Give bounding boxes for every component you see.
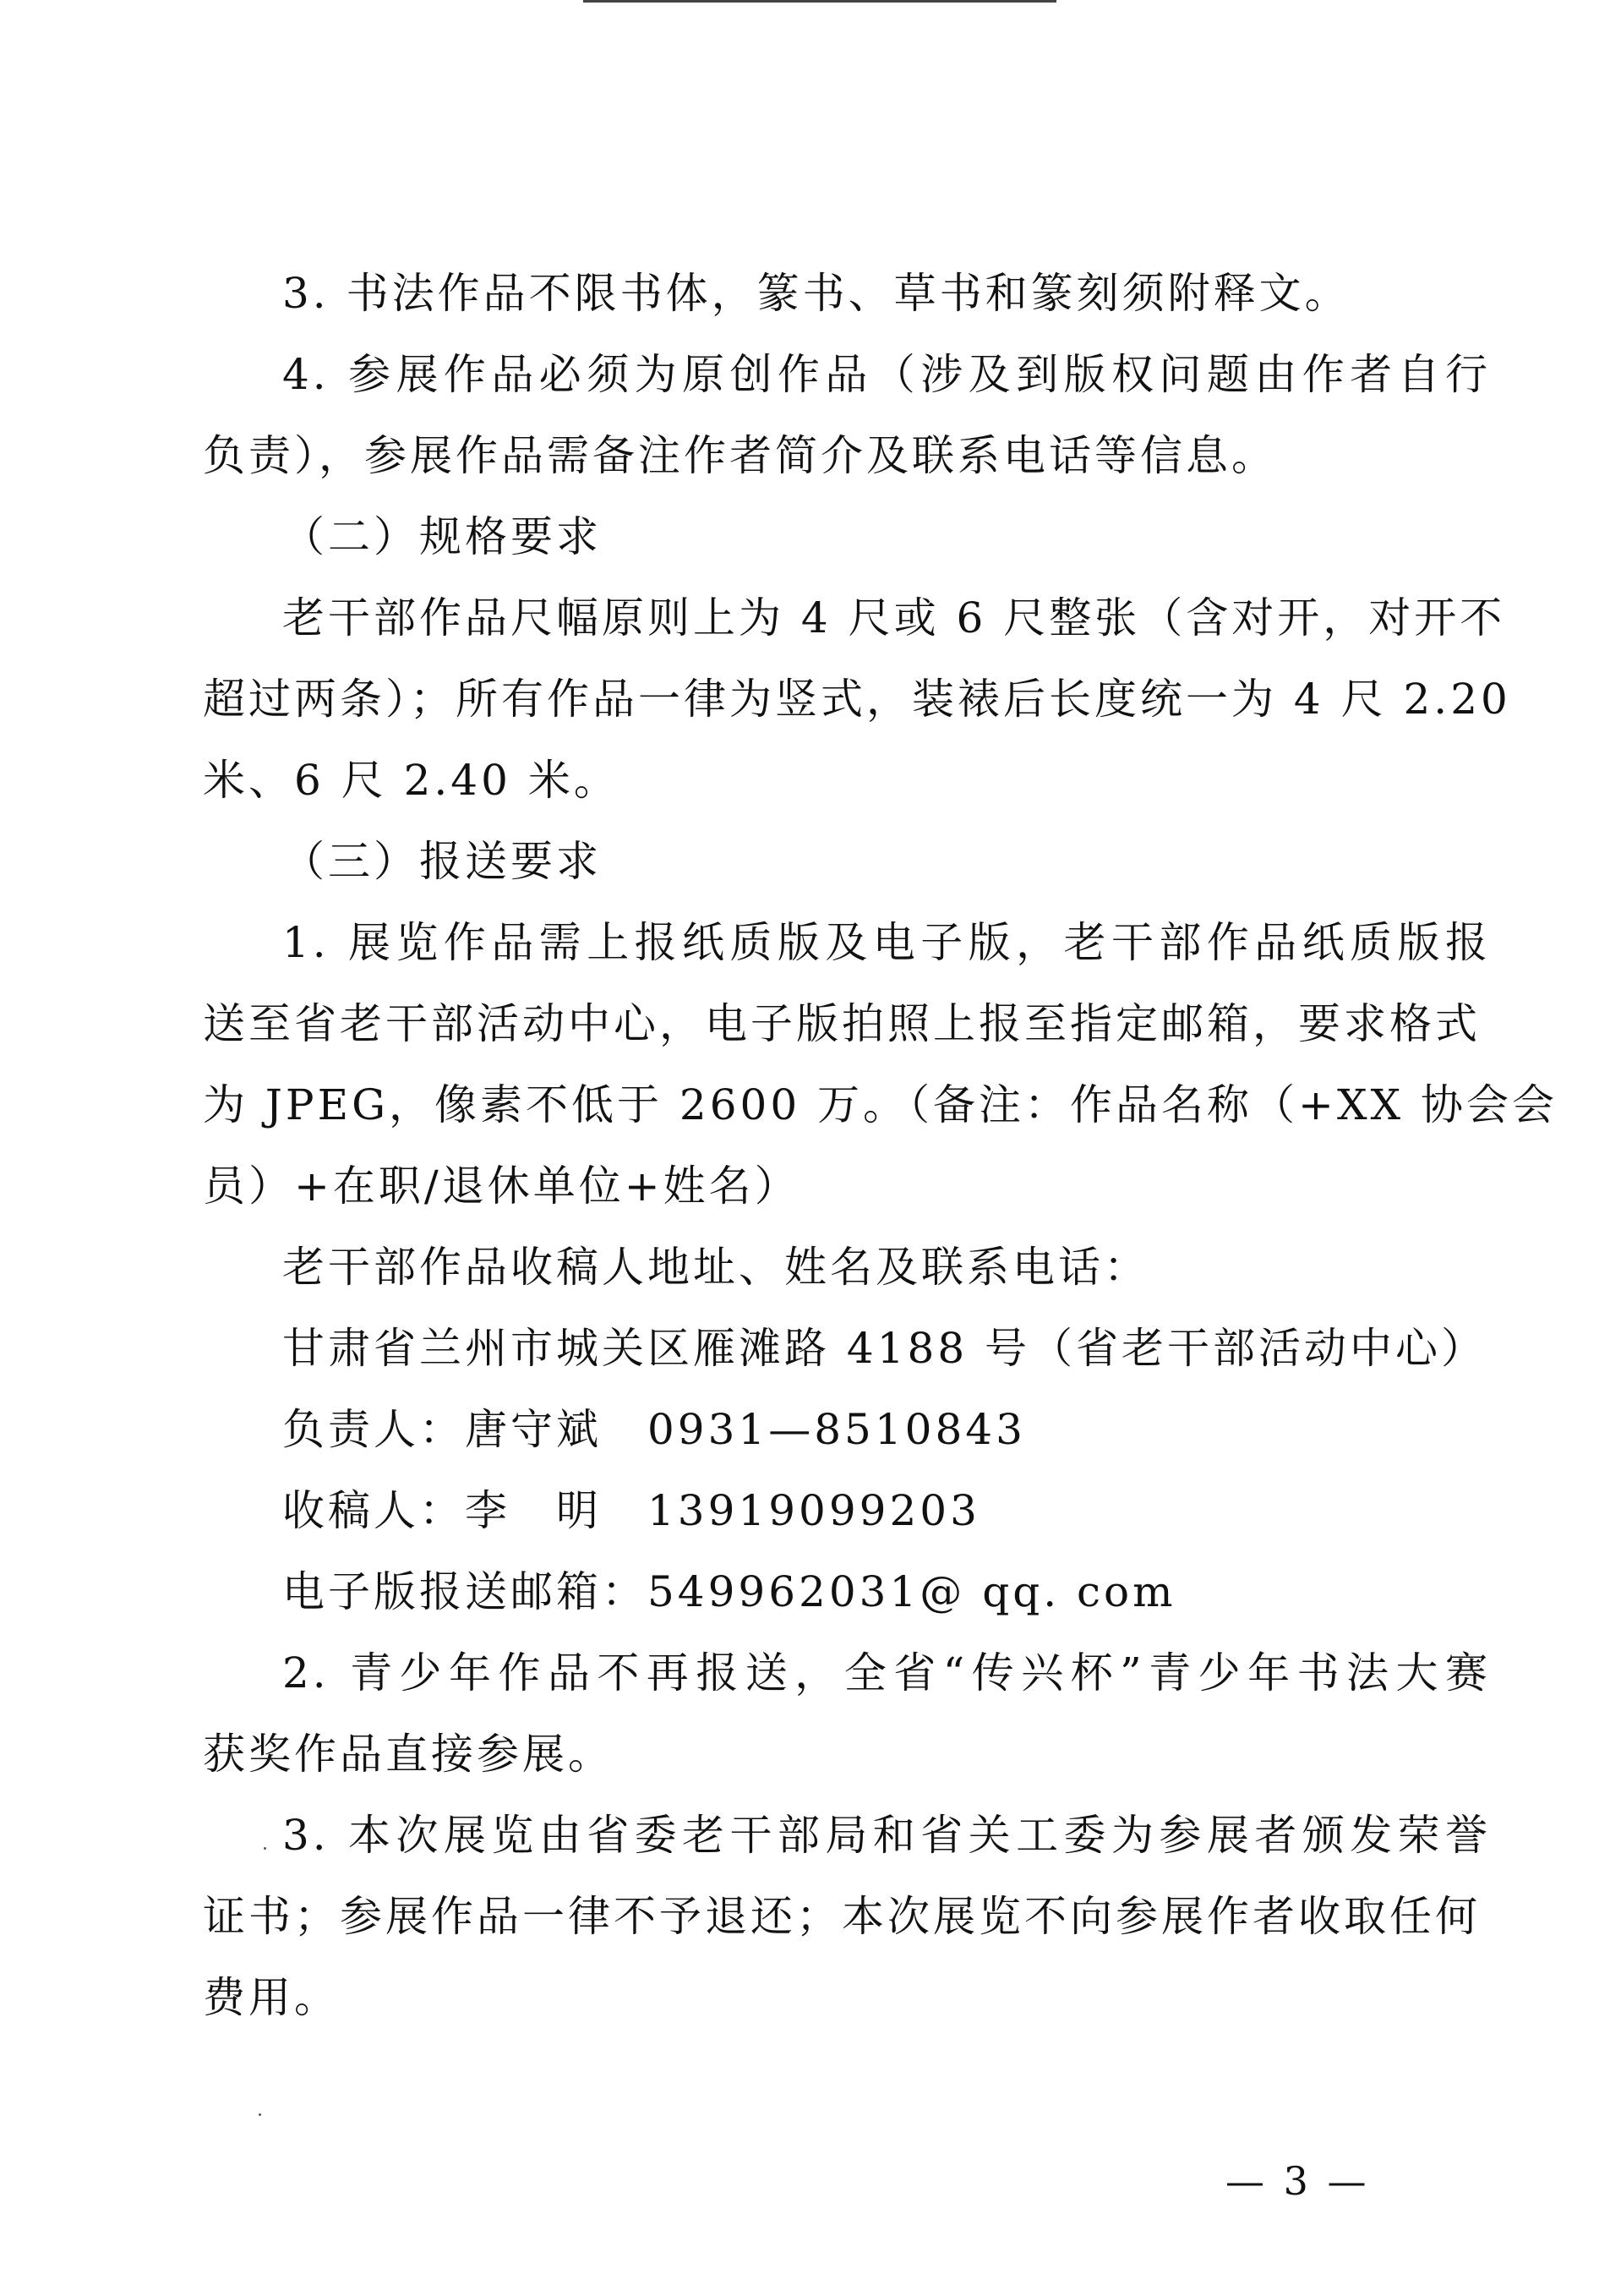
section-heading-submission: （三）报送要求 — [282, 837, 602, 886]
scan-speck — [259, 2113, 261, 2116]
paragraph-line: 老干部作品尺幅原则上为 4 尺或 6 尺整张（含对开，对开不 — [282, 593, 1506, 642]
section-heading-specs: （二）规格要求 — [282, 512, 602, 561]
paragraph-line: 送至省老干部活动中心，电子版拍照上报至指定邮箱，要求格式 — [203, 999, 1481, 1048]
paragraph-line: 费用。 — [203, 1973, 340, 2022]
paragraph-line: 获奖作品直接参展。 — [203, 1730, 614, 1779]
paragraph-line: 证书；参展作品一律不予退还；本次展览不向参展作者收取任何 — [203, 1892, 1481, 1941]
paragraph-line: 4. 参展作品必须为原创作品（涉及到版权问题由作者自行 — [282, 350, 1491, 399]
top-scan-rule — [583, 0, 1056, 3]
scan-speck — [264, 1847, 266, 1850]
paragraph-line: 2. 青少年作品不再报送，全省“传兴杯”青少年书法大赛 — [282, 1648, 1491, 1697]
paragraph-line: 3. 书法作品不限书体，篆书、草书和篆刻须附释文。 — [282, 269, 1351, 318]
paragraph-line: 超过两条）；所有作品一律为竖式，装裱后长度统一为 4 尺 2.20 — [203, 675, 1511, 724]
paragraph-line: 3. 本次展览由省委老干部局和省关工委为参展者颁发荣誉 — [282, 1811, 1491, 1860]
paragraph-line: 为 JPEG，像素不低于 2600 万。（备注：作品名称（+XX 协会会 — [203, 1080, 1558, 1129]
paragraph-line: 1. 展览作品需上报纸质版及电子版，老干部作品纸质版报 — [282, 918, 1491, 967]
contact-email: 电子版报送邮箱：549962031@ qq. com — [282, 1567, 1176, 1616]
paragraph-line: 米、6 尺 2.40 米。 — [203, 756, 619, 805]
paragraph-line: 负责），参展作品需备注作者简介及联系电话等信息。 — [203, 431, 1277, 480]
page-number: — 3 — — [1225, 2158, 1370, 2204]
contact-heading: 老干部作品收稿人地址、姓名及联系电话： — [282, 1243, 1149, 1292]
paragraph-line: 员）+在职/退休单位+姓名） — [203, 1162, 800, 1211]
contact-address: 甘肃省兰州市城关区雁滩路 4188 号（省老干部活动中心） — [282, 1324, 1487, 1373]
contact-recipient: 收稿人：李 明 13919099203 — [282, 1486, 980, 1535]
contact-person-in-charge: 负责人：唐守斌 0931—8510843 — [282, 1405, 1026, 1454]
